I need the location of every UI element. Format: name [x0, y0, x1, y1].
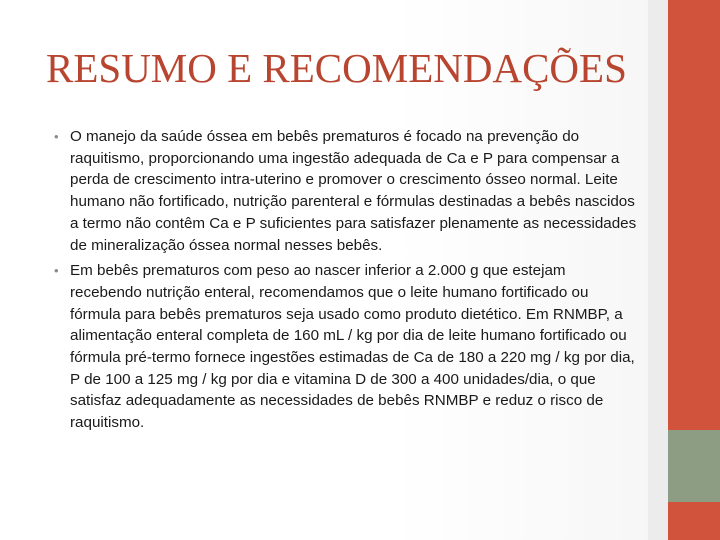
bullet-icon: • — [54, 263, 59, 279]
decorative-band-red-bottom — [668, 502, 720, 540]
bullet-text: Em bebês prematuros com peso ao nascer inferior a 2.000 g que estejam recebendo nutrição enteral, recomendamos que o leite humano fortificado ou fórmula para bebês prematuros seja usado como produto dietético. Em RNMBP, a alimentação enteral completa de 160 mL / kg por dia de leite humano fortificado ou fórmula pré-termo fornece ingestões estimadas de Ca de 180 a 220 mg / kg por dia, P de 100 a 125 mg / kg por dia e vitamina D de 300 a 400 unidades/dia, o que satisfaz adequadamente as necessidades de bebês RNMBP e reduz o risco de raquitismo. — [70, 262, 635, 432]
slide-title: RESUMO E RECOMENDAÇÕES — [46, 45, 627, 91]
bullet-list — [54, 126, 638, 438]
bullet-text: O manejo da saúde óssea em bebês prematuros é focado na prevenção do raquitismo, proporcionando uma ingestão adequada de Ca e P para compensar a perda de crescimento intra-uterino e promover o crescimento ósseo normal. Leite humano não fortificado, nutrição parenteral e fórmulas destinadas a bebês nascidos a termo não contêm Ca e P suficientes para satisfazer plenamente as necessidades de mineralização óssea normal nesses bebês. — [70, 128, 637, 254]
decorative-band-light — [648, 0, 668, 540]
bullet-icon: • — [54, 129, 59, 144]
decorative-band-green — [668, 430, 720, 502]
bullet-item — [54, 260, 638, 434]
bullet-item — [54, 126, 638, 256]
decorative-band-red — [668, 0, 720, 430]
